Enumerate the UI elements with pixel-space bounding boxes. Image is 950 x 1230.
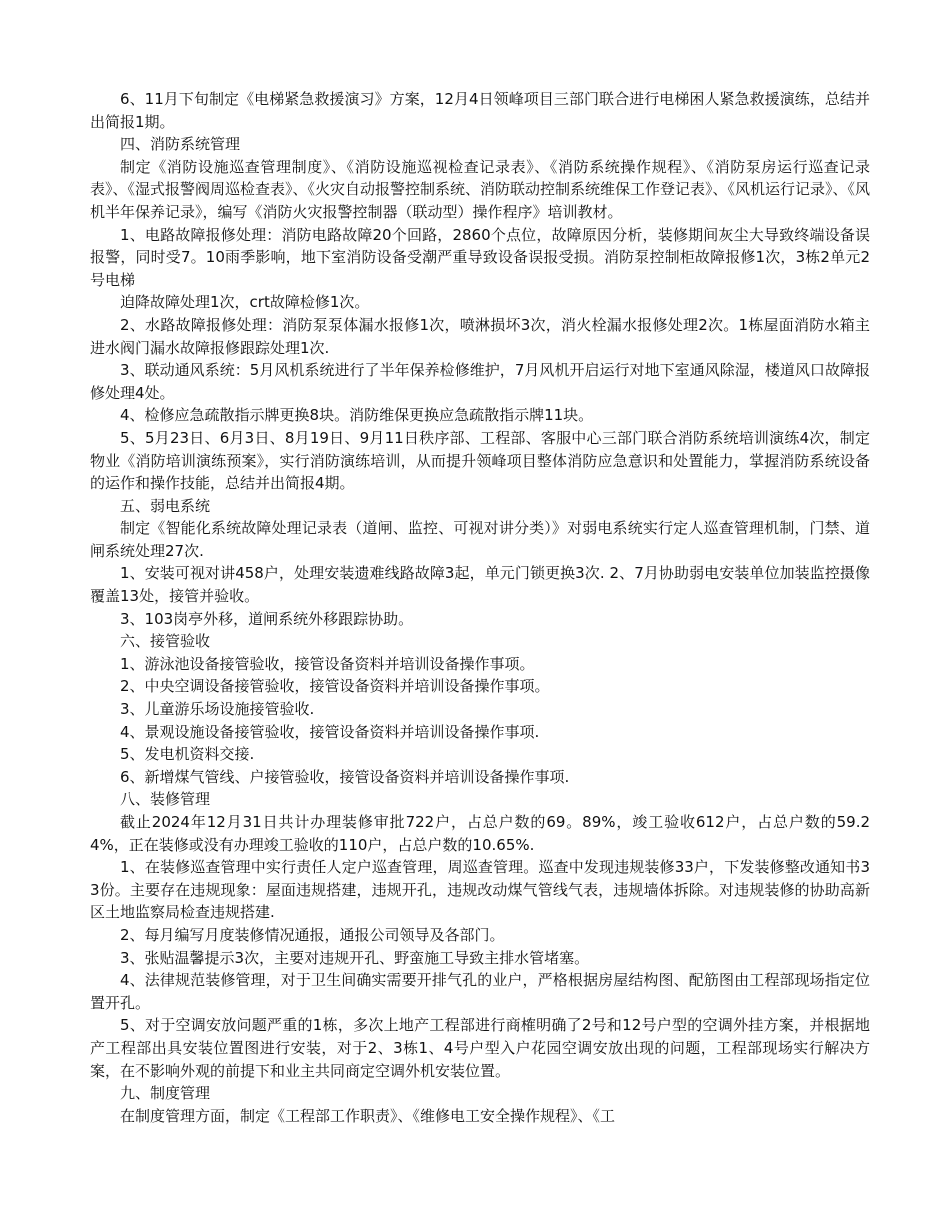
paragraph: 在制度管理方面，制定《工程部工作职责》、《维修电工安全操作规程》、《工	[120, 1106, 616, 1125]
paragraph: 5、对于空调安放问题严重的1栋，多次上地产工程部进行商榷明确了2号和12号户型的空调外挂方案，并根据地产工程部出具安装位置图进行安装，对于2、3栋1、4号户型入户花园空调安放出现的问题，工程部现场实行解决方案，在不影响外观的前提下和业主共同商定空调外机安装位置。	[90, 1016, 870, 1080]
section-heading: 八、装修管理	[120, 790, 211, 809]
section-heading: 四、消防系统管理	[120, 135, 241, 154]
section-heading: 九、制度管理	[120, 1084, 211, 1103]
paragraph: 1、在装修巡查管理中实行责任人定户巡查管理，周巡查管理。巡查中发现违规装修33户，下发装修整改通知书33份。主要存在违规现象：屋面违规搭建，违规开孔，违规改动煤气管线气表，违规墙体拆除。对违规装修的协助高新区土地监察局检查违规搭建.	[90, 858, 870, 922]
paragraph: 4、景观设施设备接管验收，接管设备资料并培训设备操作事项.	[120, 722, 540, 741]
paragraph: 1、游泳池设备接管验收，接管设备资料并培训设备操作事项。	[120, 654, 535, 673]
paragraph: 5、发电机资料交接.	[120, 745, 255, 764]
paragraph: 制定《消防设施巡查管理制度》、《消防设施巡视检查记录表》、《消防系统操作规程》、《消防泵房运行巡查记录表》、《湿式报警阀周巡检查表》、《火灾自动报警控制系统、消防联动控制系统维保工作登记表》、《风机运行记录》、《风机半年保养记录》，编写《消防火灾报警控制器（联动型）操作程序》培训教材。	[90, 157, 871, 221]
paragraph: 2、水路故障报修处理：消防泵泵体漏水报修1次，喷淋损坏3次，消火栓漏水报修处理2次。1栋屋面消防水箱主进水阀门漏水故障报修跟踪处理1次.	[90, 315, 870, 357]
paragraph: 1、电路故障报修处理：消防电路故障20个回路，2860个点位，故障原因分析，装修期间灰尘大导致终端设备误报警，同时受7。10雨季影响，地下室消防设备受潮严重导致设备误报受损。消防泵控制柜故障报修1次，3栋2单元2号电梯	[90, 225, 870, 289]
paragraph: 6、11月下旬制定《电梯紧急救援演习》方案，12月4日领峰项目三部门联合进行电梯困人紧急救援演练，总结并出简报1期。	[90, 90, 870, 131]
paragraph: 3、103岗亭外移，道闸系统外移跟踪协助。	[120, 609, 414, 628]
paragraph: 制定《智能化系统故障处理记录表（道闸、监控、可视对讲分类）》对弱电系统实行定人巡查管理机制，门禁、道闸系统处理27次.	[90, 519, 870, 560]
paragraph: 2、每月编写月度装修情况通报，通报公司领导及各部门。	[120, 925, 505, 944]
paragraph: 4、检修应急疏散指示牌更换8块。消防维保更换应急疏散指示牌11块。	[120, 406, 594, 425]
section-heading: 六、接管验收	[120, 632, 211, 651]
paragraph: 2、中央空调设备接管验收，接管设备资料并培训设备操作事项。	[120, 677, 550, 696]
paragraph: 3、联动通风系统：5月风机系统进行了半年保养检修维护，7月风机开启运行对地下室通风除湿，楼道风口故障报修处理4处。	[90, 361, 870, 402]
paragraph: 1、安装可视对讲458户，处理安装遗难线路故障3起，单元门锁更换3次. 2、7月协助弱电安装单位加装监控摄像覆盖13处，接管并验收。	[90, 564, 870, 606]
document-page	[90, 88, 870, 1127]
section-heading: 五、弱电系统	[120, 496, 211, 515]
paragraph: 截止2024年12月31日共计办理装修审批722户，占总户数的69。89%，竣工验收612户，占总户数的59.24%，正在装修或没有办理竣工验收的110户，占总户数的10.65%.	[90, 813, 870, 854]
paragraph: 迫降故障处理1次，crt故障检修1次。	[120, 293, 370, 312]
paragraph: 6、新增煤气管线、户接管验收，接管设备资料并培训设备操作事项.	[120, 767, 570, 786]
paragraph: 5、5月23日、6月3日、8月19日、9月11日秩序部、工程部、客服中心三部门联合消防系统培训演练4次，制定物业《消防培训演练预案》，实行消防演练培训，从而提升领峰项目整体消防应急意识和处置能力，掌握消防系统设备的运作和操作技能，总结并出简报4期。	[90, 428, 870, 493]
paragraph: 3、儿童游乐场设施接管验收.	[120, 700, 315, 719]
paragraph: 3、张贴温馨提示3次，主要对违规开孔、野蛮施工导致主排水管堵塞。	[120, 948, 590, 967]
paragraph: 4、法律规范装修管理，对于卫生间确实需要开排气孔的业户，严格根据房屋结构图、配筋图由工程部现场指定位置开孔。	[90, 971, 870, 1012]
